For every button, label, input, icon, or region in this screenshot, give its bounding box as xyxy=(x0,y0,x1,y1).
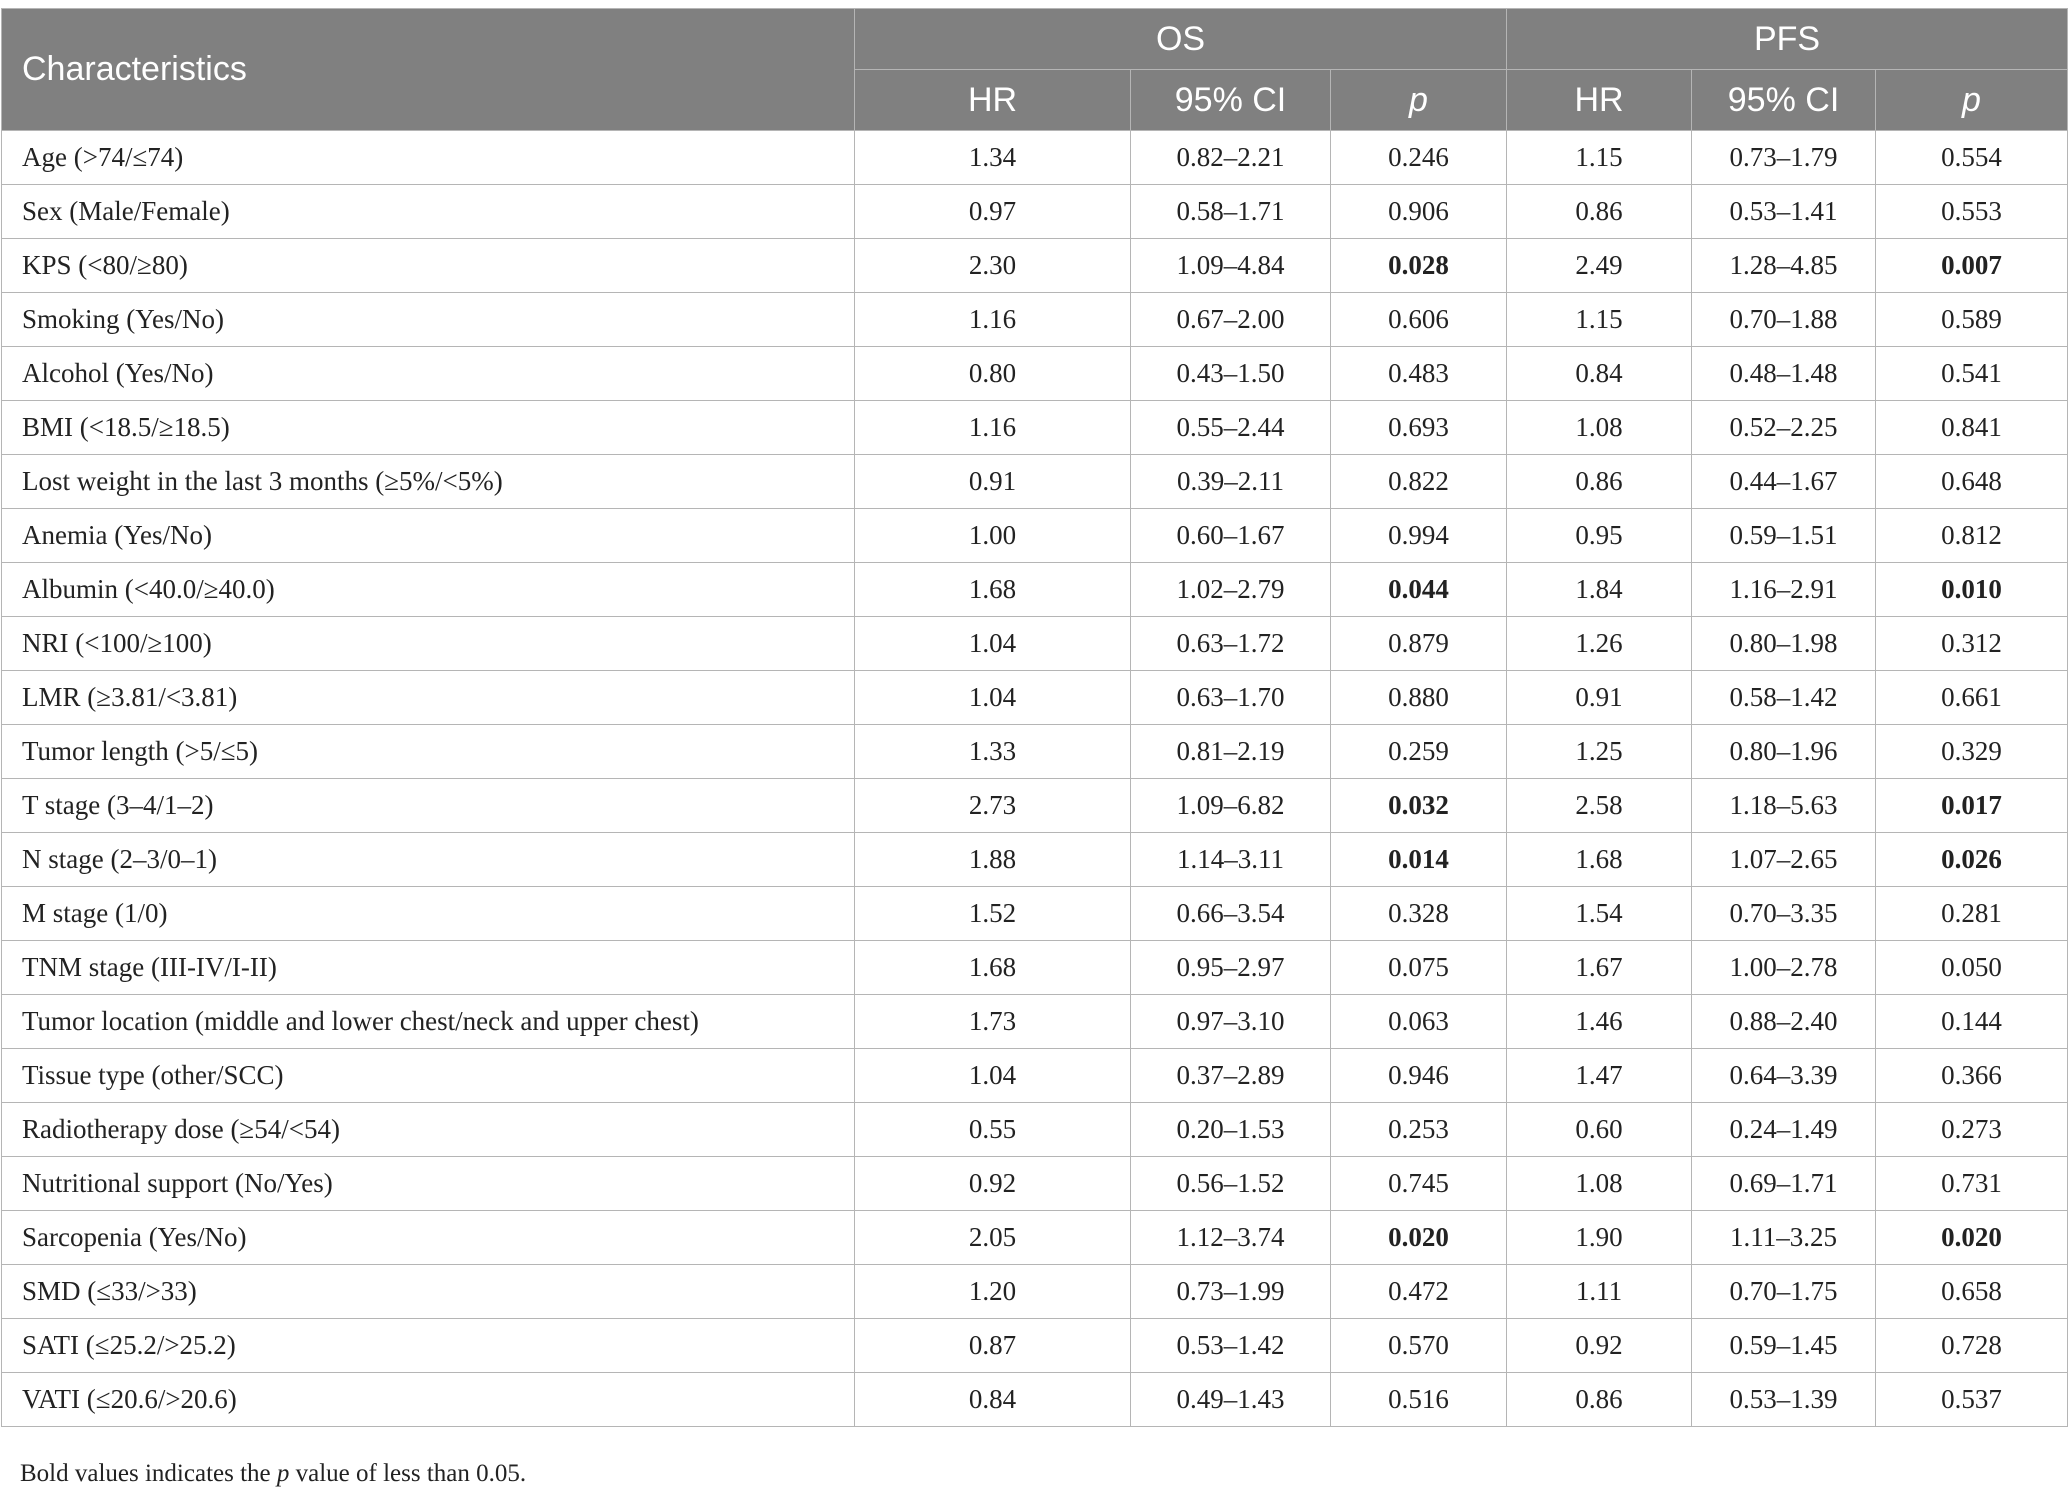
cell-os-hr: 1.68 xyxy=(855,941,1131,995)
cell-pfs-hr: 1.08 xyxy=(1507,401,1692,455)
cell-characteristic: SATI (≤25.2/>25.2) xyxy=(2,1319,855,1373)
cell-os-ci: 1.12–3.74 xyxy=(1131,1211,1331,1265)
cell-pfs-hr: 0.84 xyxy=(1507,347,1692,401)
table-body xyxy=(2,131,2068,1427)
cell-os-hr: 0.55 xyxy=(855,1103,1131,1157)
cell-os-ci: 0.49–1.43 xyxy=(1131,1373,1331,1427)
cell-pfs-ci: 1.07–2.65 xyxy=(1692,833,1876,887)
cell-os-hr: 1.04 xyxy=(855,1049,1131,1103)
cell-pfs-p: 0.589 xyxy=(1876,293,2068,347)
cell-os-ci: 0.58–1.71 xyxy=(1131,185,1331,239)
cell-os-p: 0.032 xyxy=(1331,779,1507,833)
cell-pfs-hr: 0.86 xyxy=(1507,185,1692,239)
table-row xyxy=(2,185,2068,239)
cell-pfs-hr: 1.54 xyxy=(1507,887,1692,941)
cell-pfs-ci: 0.44–1.67 xyxy=(1692,455,1876,509)
cell-pfs-hr: 1.25 xyxy=(1507,725,1692,779)
table-row xyxy=(2,779,2068,833)
cell-pfs-hr: 1.90 xyxy=(1507,1211,1692,1265)
cell-pfs-p: 0.144 xyxy=(1876,995,2068,1049)
cell-os-ci: 0.67–2.00 xyxy=(1131,293,1331,347)
cell-os-p: 0.606 xyxy=(1331,293,1507,347)
cell-os-p: 0.253 xyxy=(1331,1103,1507,1157)
cell-os-p: 0.994 xyxy=(1331,509,1507,563)
cell-pfs-hr: 1.46 xyxy=(1507,995,1692,1049)
footnote-text-after: value of less than 0.05. xyxy=(289,1460,527,1487)
header-os-ci: 95% CI xyxy=(1131,70,1331,131)
table-row xyxy=(2,1049,2068,1103)
cell-pfs-hr: 0.86 xyxy=(1507,1373,1692,1427)
cell-pfs-p: 0.010 xyxy=(1876,563,2068,617)
cell-characteristic: Age (>74/≤74) xyxy=(2,131,855,185)
cell-pfs-p: 0.648 xyxy=(1876,455,2068,509)
cell-pfs-p: 0.273 xyxy=(1876,1103,2068,1157)
table-row xyxy=(2,1373,2068,1427)
cell-pfs-p: 0.812 xyxy=(1876,509,2068,563)
cell-os-hr: 2.30 xyxy=(855,239,1131,293)
cell-pfs-ci: 0.70–3.35 xyxy=(1692,887,1876,941)
cell-os-hr: 0.84 xyxy=(855,1373,1131,1427)
cell-os-p: 0.014 xyxy=(1331,833,1507,887)
cell-pfs-ci: 0.24–1.49 xyxy=(1692,1103,1876,1157)
table-row xyxy=(2,347,2068,401)
cell-pfs-ci: 1.28–4.85 xyxy=(1692,239,1876,293)
cell-characteristic: LMR (≥3.81/<3.81) xyxy=(2,671,855,725)
cell-os-ci: 0.37–2.89 xyxy=(1131,1049,1331,1103)
cell-characteristic: Lost weight in the last 3 months (≥5%/<5%) xyxy=(2,455,855,509)
table-row xyxy=(2,941,2068,995)
cell-characteristic: M stage (1/0) xyxy=(2,887,855,941)
cell-os-hr: 1.33 xyxy=(855,725,1131,779)
cell-os-hr: 2.73 xyxy=(855,779,1131,833)
table-row xyxy=(2,293,2068,347)
cell-os-hr: 0.97 xyxy=(855,185,1131,239)
cell-pfs-p: 0.017 xyxy=(1876,779,2068,833)
cell-characteristic: T stage (3–4/1–2) xyxy=(2,779,855,833)
cell-os-p: 0.259 xyxy=(1331,725,1507,779)
table-row xyxy=(2,563,2068,617)
cell-pfs-ci: 0.80–1.98 xyxy=(1692,617,1876,671)
cell-pfs-p: 0.553 xyxy=(1876,185,2068,239)
cell-characteristic: Sarcopenia (Yes/No) xyxy=(2,1211,855,1265)
cell-os-p: 0.075 xyxy=(1331,941,1507,995)
header-os-p: p xyxy=(1331,70,1507,131)
cell-os-ci: 0.55–2.44 xyxy=(1131,401,1331,455)
header-pfs-ci: 95% CI xyxy=(1692,70,1876,131)
cell-pfs-ci: 0.64–3.39 xyxy=(1692,1049,1876,1103)
cell-os-hr: 1.16 xyxy=(855,401,1131,455)
table-container xyxy=(0,8,2068,1427)
cell-pfs-ci: 1.18–5.63 xyxy=(1692,779,1876,833)
cell-characteristic: TNM stage (III-IV/I-II) xyxy=(2,941,855,995)
cell-os-p: 0.906 xyxy=(1331,185,1507,239)
results-table xyxy=(1,8,2068,1427)
cell-characteristic: KPS (<80/≥80) xyxy=(2,239,855,293)
table-row xyxy=(2,617,2068,671)
cell-pfs-ci: 1.16–2.91 xyxy=(1692,563,1876,617)
cell-pfs-p: 0.366 xyxy=(1876,1049,2068,1103)
cell-os-hr: 0.91 xyxy=(855,455,1131,509)
cell-pfs-ci: 0.80–1.96 xyxy=(1692,725,1876,779)
cell-pfs-ci: 0.48–1.48 xyxy=(1692,347,1876,401)
cell-pfs-p: 0.658 xyxy=(1876,1265,2068,1319)
cell-pfs-p: 0.312 xyxy=(1876,617,2068,671)
cell-os-ci: 1.09–6.82 xyxy=(1131,779,1331,833)
cell-pfs-ci: 1.00–2.78 xyxy=(1692,941,1876,995)
header-characteristics: Characteristics xyxy=(2,9,855,131)
footnote-italic-p: p xyxy=(276,1460,290,1487)
footnote-text-before: Bold values indicates the xyxy=(20,1460,277,1487)
cell-os-p: 0.472 xyxy=(1331,1265,1507,1319)
header-os-hr: HR xyxy=(855,70,1131,131)
table-row xyxy=(2,1103,2068,1157)
cell-os-ci: 0.60–1.67 xyxy=(1131,509,1331,563)
cell-pfs-hr: 2.49 xyxy=(1507,239,1692,293)
header-pfs-hr: HR xyxy=(1507,70,1692,131)
table-row xyxy=(2,131,2068,185)
cell-os-ci: 0.39–2.11 xyxy=(1131,455,1331,509)
cell-pfs-p: 0.020 xyxy=(1876,1211,2068,1265)
cell-characteristic: Smoking (Yes/No) xyxy=(2,293,855,347)
cell-characteristic: Albumin (<40.0/≥40.0) xyxy=(2,563,855,617)
cell-pfs-hr: 2.58 xyxy=(1507,779,1692,833)
table-header xyxy=(2,9,2068,131)
cell-pfs-p: 0.731 xyxy=(1876,1157,2068,1211)
cell-os-hr: 0.80 xyxy=(855,347,1131,401)
cell-os-p: 0.063 xyxy=(1331,995,1507,1049)
cell-characteristic: Nutritional support (No/Yes) xyxy=(2,1157,855,1211)
cell-os-ci: 1.09–4.84 xyxy=(1131,239,1331,293)
cell-characteristic: VATI (≤20.6/>20.6) xyxy=(2,1373,855,1427)
cell-os-p: 0.516 xyxy=(1331,1373,1507,1427)
cell-os-ci: 0.56–1.52 xyxy=(1131,1157,1331,1211)
cell-pfs-hr: 1.15 xyxy=(1507,131,1692,185)
cell-os-p: 0.880 xyxy=(1331,671,1507,725)
cell-os-hr: 1.68 xyxy=(855,563,1131,617)
cell-os-hr: 1.52 xyxy=(855,887,1131,941)
cell-characteristic: NRI (<100/≥100) xyxy=(2,617,855,671)
table-row xyxy=(2,725,2068,779)
table-row xyxy=(2,455,2068,509)
cell-characteristic: Radiotherapy dose (≥54/<54) xyxy=(2,1103,855,1157)
cell-os-hr: 1.34 xyxy=(855,131,1131,185)
cell-pfs-ci: 1.11–3.25 xyxy=(1692,1211,1876,1265)
cell-os-ci: 0.82–2.21 xyxy=(1131,131,1331,185)
table-row xyxy=(2,239,2068,293)
cell-characteristic: N stage (2–3/0–1) xyxy=(2,833,855,887)
cell-characteristic: Tumor location (middle and lower chest/neck and upper chest) xyxy=(2,995,855,1049)
cell-os-hr: 1.20 xyxy=(855,1265,1131,1319)
cell-os-hr: 0.87 xyxy=(855,1319,1131,1373)
cell-pfs-hr: 1.15 xyxy=(1507,293,1692,347)
cell-pfs-hr: 1.26 xyxy=(1507,617,1692,671)
cell-pfs-p: 0.050 xyxy=(1876,941,2068,995)
header-row-groups xyxy=(2,9,2068,70)
cell-pfs-p: 0.329 xyxy=(1876,725,2068,779)
cell-os-p: 0.044 xyxy=(1331,563,1507,617)
cell-os-p: 0.483 xyxy=(1331,347,1507,401)
table-row xyxy=(2,1157,2068,1211)
cell-pfs-ci: 0.59–1.45 xyxy=(1692,1319,1876,1373)
cell-characteristic: Alcohol (Yes/No) xyxy=(2,347,855,401)
cell-characteristic: SMD (≤33/>33) xyxy=(2,1265,855,1319)
cell-pfs-hr: 0.92 xyxy=(1507,1319,1692,1373)
cell-os-p: 0.745 xyxy=(1331,1157,1507,1211)
cell-pfs-ci: 0.73–1.79 xyxy=(1692,131,1876,185)
cell-pfs-hr: 1.08 xyxy=(1507,1157,1692,1211)
cell-os-ci: 0.20–1.53 xyxy=(1131,1103,1331,1157)
cell-os-ci: 0.81–2.19 xyxy=(1131,725,1331,779)
cell-pfs-hr: 1.84 xyxy=(1507,563,1692,617)
cell-pfs-ci: 0.88–2.40 xyxy=(1692,995,1876,1049)
cell-os-hr: 1.16 xyxy=(855,293,1131,347)
cell-pfs-hr: 1.67 xyxy=(1507,941,1692,995)
cell-pfs-ci: 0.53–1.39 xyxy=(1692,1373,1876,1427)
cell-os-ci: 0.66–3.54 xyxy=(1131,887,1331,941)
cell-os-hr: 1.04 xyxy=(855,617,1131,671)
header-pfs: PFS xyxy=(1507,9,2068,70)
cell-pfs-p: 0.537 xyxy=(1876,1373,2068,1427)
cell-os-p: 0.693 xyxy=(1331,401,1507,455)
cell-pfs-p: 0.281 xyxy=(1876,887,2068,941)
cell-pfs-hr: 1.68 xyxy=(1507,833,1692,887)
cell-os-hr: 1.88 xyxy=(855,833,1131,887)
cell-pfs-hr: 1.47 xyxy=(1507,1049,1692,1103)
cell-os-ci: 0.53–1.42 xyxy=(1131,1319,1331,1373)
cell-os-ci: 0.63–1.72 xyxy=(1131,617,1331,671)
cell-pfs-ci: 0.70–1.75 xyxy=(1692,1265,1876,1319)
cell-os-hr: 1.04 xyxy=(855,671,1131,725)
cell-pfs-ci: 0.58–1.42 xyxy=(1692,671,1876,725)
cell-pfs-hr: 1.11 xyxy=(1507,1265,1692,1319)
cell-characteristic: Tumor length (>5/≤5) xyxy=(2,725,855,779)
cell-pfs-p: 0.541 xyxy=(1876,347,2068,401)
table-row xyxy=(2,509,2068,563)
table-row xyxy=(2,1319,2068,1373)
cell-pfs-hr: 0.86 xyxy=(1507,455,1692,509)
cell-pfs-ci: 0.52–2.25 xyxy=(1692,401,1876,455)
cell-pfs-ci: 0.59–1.51 xyxy=(1692,509,1876,563)
cell-characteristic: Sex (Male/Female) xyxy=(2,185,855,239)
cell-pfs-hr: 0.91 xyxy=(1507,671,1692,725)
cell-pfs-p: 0.841 xyxy=(1876,401,2068,455)
cell-os-hr: 2.05 xyxy=(855,1211,1131,1265)
cell-os-ci: 1.02–2.79 xyxy=(1131,563,1331,617)
cell-pfs-hr: 0.95 xyxy=(1507,509,1692,563)
table-row xyxy=(2,671,2068,725)
cell-os-p: 0.946 xyxy=(1331,1049,1507,1103)
cell-os-hr: 1.73 xyxy=(855,995,1131,1049)
table-row xyxy=(2,1211,2068,1265)
cell-os-ci: 0.95–2.97 xyxy=(1131,941,1331,995)
header-pfs-p: p xyxy=(1876,70,2068,131)
cell-characteristic: BMI (<18.5/≥18.5) xyxy=(2,401,855,455)
header-os: OS xyxy=(855,9,1507,70)
table-row xyxy=(2,887,2068,941)
cell-os-ci: 0.97–3.10 xyxy=(1131,995,1331,1049)
table-row xyxy=(2,995,2068,1049)
cell-os-ci: 0.63–1.70 xyxy=(1131,671,1331,725)
cell-os-p: 0.822 xyxy=(1331,455,1507,509)
table-footnote xyxy=(20,1460,526,1488)
cell-pfs-p: 0.007 xyxy=(1876,239,2068,293)
cell-pfs-p: 0.728 xyxy=(1876,1319,2068,1373)
table-row xyxy=(2,1265,2068,1319)
cell-os-p: 0.028 xyxy=(1331,239,1507,293)
cell-pfs-hr: 0.60 xyxy=(1507,1103,1692,1157)
cell-pfs-ci: 0.70–1.88 xyxy=(1692,293,1876,347)
cell-os-p: 0.570 xyxy=(1331,1319,1507,1373)
table-row xyxy=(2,833,2068,887)
cell-pfs-ci: 0.53–1.41 xyxy=(1692,185,1876,239)
cell-os-ci: 0.43–1.50 xyxy=(1131,347,1331,401)
cell-os-p: 0.246 xyxy=(1331,131,1507,185)
cell-os-p: 0.879 xyxy=(1331,617,1507,671)
cell-os-hr: 1.00 xyxy=(855,509,1131,563)
cell-pfs-p: 0.026 xyxy=(1876,833,2068,887)
cell-os-ci: 0.73–1.99 xyxy=(1131,1265,1331,1319)
cell-characteristic: Tissue type (other/SCC) xyxy=(2,1049,855,1103)
cell-characteristic: Anemia (Yes/No) xyxy=(2,509,855,563)
cell-pfs-ci: 0.69–1.71 xyxy=(1692,1157,1876,1211)
table-row xyxy=(2,401,2068,455)
cell-os-hr: 0.92 xyxy=(855,1157,1131,1211)
cell-os-p: 0.328 xyxy=(1331,887,1507,941)
cell-pfs-p: 0.554 xyxy=(1876,131,2068,185)
cell-os-p: 0.020 xyxy=(1331,1211,1507,1265)
cell-os-ci: 1.14–3.11 xyxy=(1131,833,1331,887)
cell-pfs-p: 0.661 xyxy=(1876,671,2068,725)
